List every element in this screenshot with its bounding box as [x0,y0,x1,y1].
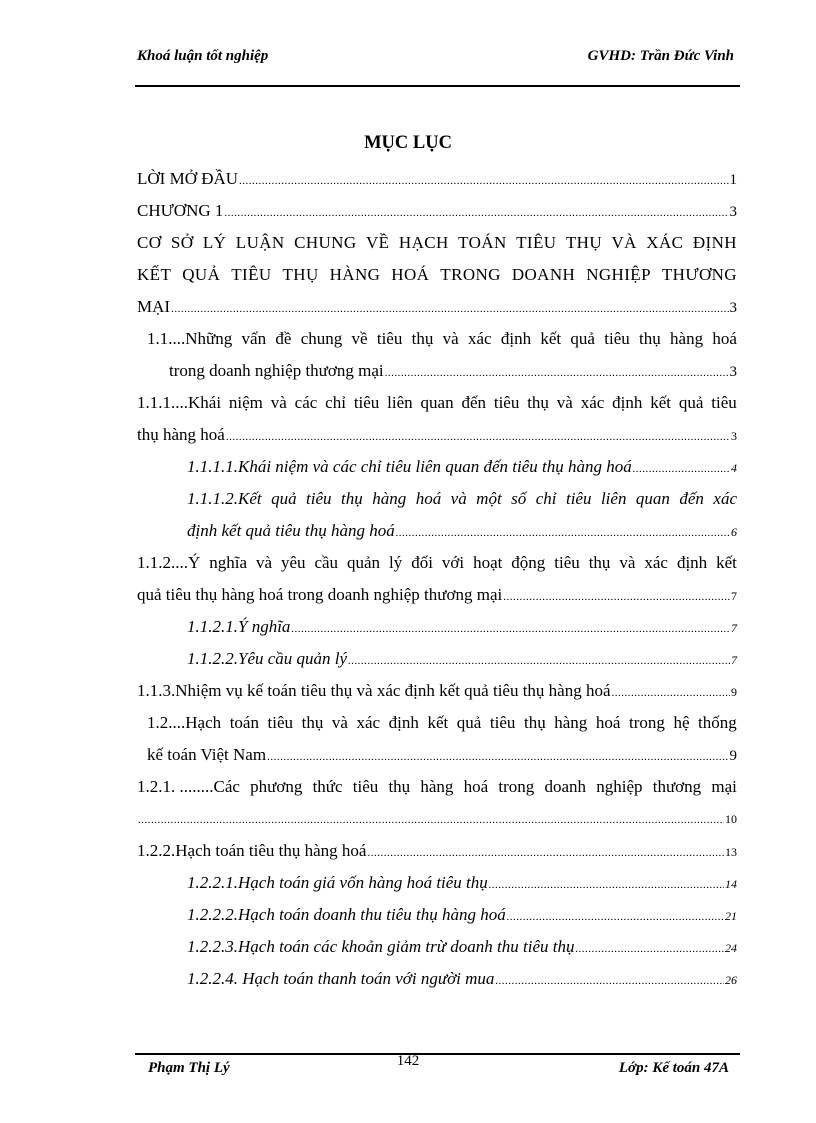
toc-word: đến [679,489,704,508]
toc-word: hàng [670,329,704,348]
toc-word: TIÊU [231,265,272,284]
toc-word: TOÁN [458,233,507,252]
toc-word: kết [540,329,562,348]
toc-word: trong [498,777,535,796]
toc-word: xác [467,329,492,348]
toc-word: 1.2....Hạch [147,713,222,732]
toc-word: tiêu [604,329,630,348]
toc-word: và [442,329,459,348]
toc-word: kết [650,393,672,412]
toc-word: tiêu [565,489,592,508]
toc-title: MỤC LỤC [364,133,452,153]
toc-word: thống [698,713,737,732]
toc-word: đối [411,553,433,572]
toc-word: toán [229,713,259,732]
toc-word: THỤ [565,233,603,252]
toc-entry-1-2-2-1[interactable]: 1.2.2.1.Hạch toán giá vốn hàng hoá tiêu thụ ..... 14 [137,867,737,899]
toc-word: kết [427,713,449,732]
toc-word: HOÁ [391,265,430,284]
toc-word: tiêu [353,393,380,412]
toc-word: quả [678,393,704,412]
toc-word: doanh [544,777,587,796]
toc-word: hoá [463,777,489,796]
toc-word: hoạt [473,553,503,572]
toc-word: 1.1....Những [147,329,233,348]
toc-entry-1-1-2[interactable]: 1.1.2....Ý nghĩa và yêu cầu quản lý đối với hoạt động tiêu thụ và xác định kết quả tiêu thụ hàng hoá trong doanh nghiệp thương mại ..... 7 [137,547,737,611]
toc-entry-1-1-2-2[interactable]: 1.1.2.2.Yêu cầu quản lý ..... 7 [137,643,737,675]
toc-word: LUẬN [235,233,285,252]
toc-word: tiêu [306,489,332,508]
toc-word: chỉ [325,393,346,412]
table-of-contents [137,163,737,995]
toc-word: QUẢ [182,265,221,284]
toc-word: chỉ [535,489,557,508]
toc-entry-1-2-2-2[interactable]: 1.2.2.2.Hạch toán doanh thu tiêu thụ hàng hoá ..... 21 [137,899,737,931]
toc-word: hoá [712,329,737,348]
toc-word: nghĩa [209,553,248,572]
toc-word: định [612,393,643,412]
toc-word: đề [275,329,292,348]
header-advisor-label: GVHD: Trần Đức Vinh [587,48,734,64]
toc-word: đến [461,393,486,412]
toc-word: quản [347,553,381,572]
toc-word: 1.1.1.2.Kết [187,489,262,508]
toc-word: định [676,553,708,572]
toc-word: quả [271,489,297,508]
toc-entry-1-2-2[interactable]: 1.2.2.Hạch toán tiêu thụ hàng hoá ..... 13 [137,835,737,867]
toc-word: định [388,713,419,732]
toc-word: XÁC [646,233,684,252]
toc-word: và [270,393,287,412]
toc-word: TRONG [440,265,501,284]
toc-word: thụ [388,777,411,796]
toc-word: và [255,553,273,572]
toc-word: VÀ [611,233,637,252]
toc-word: DOANH [511,265,576,284]
toc-word: chung [300,329,343,348]
toc-entry-co-so-ly-luan[interactable]: CƠ SỞ LÝ LUẬN CHUNG VỀ HẠCH TOÁN TIÊU THỤ VÀ XÁC ĐỊNH KẾT QUẢ TIÊU THỤ HÀNG HOÁ TRONG DOANH NGHIỆP THƯƠNG MẠI ..... 3 [137,227,737,323]
toc-word: quan [420,393,454,412]
toc-word: NGHIỆP [586,265,651,284]
toc-entry-loi-mo-dau[interactable]: LỜI MỞ ĐẦU ..... 1 [137,163,737,195]
toc-word: về [351,329,368,348]
toc-word: ĐỊNH [692,233,737,252]
toc-word: HÀNG [329,265,381,284]
toc-word: LÝ [202,233,227,252]
toc-word: và [619,553,636,572]
toc-word: nghiệp [596,777,643,796]
toc-word: THƯƠNG [661,265,737,284]
footer-author-label: Phạm Thị Lý [148,1060,230,1076]
toc-word: và [556,393,573,412]
toc-word: và [331,713,348,732]
toc-word: xác [356,713,381,732]
toc-word: phương [250,777,303,796]
toc-word: yêu [280,553,306,572]
toc-word: một [476,489,502,508]
toc-word: 1.2.1. ........Các [137,777,240,796]
toc-word: thụ [588,553,611,572]
toc-entry-chuong-1[interactable]: CHƯƠNG 1 ..... 3 [137,195,737,227]
toc-word: lý [389,553,403,572]
toc-word: các [294,393,318,412]
toc-word: với [441,553,465,572]
toc-entry-1-2-2-3[interactable]: 1.2.2.3.Hạch toán các khoản giảm trừ doanh thu tiêu thụ ..... 24 [137,931,737,963]
toc-word: thụ [301,713,324,732]
toc-word: xác [644,553,668,572]
toc-word: HẠCH [398,233,449,252]
toc-word: số [511,489,527,508]
toc-word: TIÊU [516,233,557,252]
toc-word: thụ [411,329,434,348]
toc-entry-1-2-2-4[interactable]: 1.2.2.4. Hạch toán thanh toán với người mua ..... 26 [137,963,737,995]
toc-word: tiêu [493,393,520,412]
footer-class-label: Lớp: Kế toán 47A [618,1060,729,1076]
toc-word: 1.1.2....Ý [137,553,201,572]
toc-word: tiêu [267,713,294,732]
toc-word: thụ [639,329,661,348]
toc-word: thụ [527,393,549,412]
toc-word: SỞ [170,233,194,252]
toc-word: tiêu [352,777,379,796]
toc-word: và [450,489,467,508]
toc-word: định [500,329,532,348]
toc-word: hệ [673,713,690,732]
toc-word: liên [600,489,627,508]
toc-word: xác [580,393,605,412]
toc-word: tiêu [376,329,403,348]
toc-word: trong [628,713,665,732]
toc-word: hoá [595,713,621,732]
toc-word: tiêu [489,713,516,732]
toc-entry-1-1-1-2[interactable]: 1.1.1.2.Kết quả tiêu thụ hàng hoá và một số chỉ tiêu liên quan đến xác định kết quả tiêu thụ hàng hoá ..... 6 [137,483,737,547]
toc-entry-1-1-2-1[interactable]: 1.1.2.1.Ý nghĩa ..... 7 [137,611,737,643]
toc-word: thụ [341,489,363,508]
toc-word: thức [312,777,343,796]
toc-word: xác [713,489,737,508]
toc-entry-1-2-1[interactable]: 1.2.1. ........Các phương thức tiêu thụ hàng hoá trong doanh nghiệp thương mại ..... 10 [137,771,737,835]
toc-word: 1.1.1....Khái [137,393,222,412]
toc-word: THỤ [282,265,319,284]
toc-word: quả [456,713,482,732]
toc-word: tiêu [711,393,737,412]
toc-word: CHUNG [294,233,357,252]
toc-word: tiêu [554,553,580,572]
toc-entry-1-1[interactable]: 1.1....Những vấn đề chung về tiêu thụ và xác định kết quả tiêu thụ hàng hoá trong doanh nghiệp thương mại ..... 3 [137,323,737,387]
toc-word: CƠ [137,233,162,252]
toc-word: kết [716,553,737,572]
toc-word: quan [635,489,670,508]
toc-word: thương [652,777,702,796]
toc-word: động [511,553,546,572]
toc-word: vấn [241,329,267,348]
toc-entry-1-1-3[interactable]: 1.1.3.Nhiệm vụ kế toán tiêu thụ và xác định kết quả tiêu thụ hàng hoá ..... 9 [137,675,737,707]
toc-word: VỀ [365,233,390,252]
toc-word: cầu [314,553,339,572]
toc-entry-1-1-1-1[interactable]: 1.1.1.1.Khái niệm và các chỉ tiêu liên quan đến tiêu thụ hàng hoá ..... 4 [137,451,737,483]
toc-word: hàng [372,489,407,508]
toc-word: liên [387,393,413,412]
header-thesis-label: Khoá luận tốt nghiệp [137,48,269,64]
toc-word: thụ [523,713,546,732]
toc-entry-1-1-1[interactable]: 1.1.1....Khái niệm và các chỉ tiêu liên quan đến tiêu thụ và xác định kết quả tiêu thụ hàng hoá ..... 3 [137,387,737,451]
toc-word: hàng [420,777,454,796]
toc-word: hàng [554,713,588,732]
toc-word: quả [570,329,595,348]
toc-word: hoá [415,489,442,508]
toc-word: mại [711,777,737,796]
toc-entry-1-2[interactable]: 1.2....Hạch toán tiêu thụ và xác định kết quả tiêu thụ hàng hoá trong hệ thống kế toán Việt Nam ..... 9 [137,707,737,771]
footer-page-number: 142 [396,1053,420,1069]
header-divider [135,85,740,87]
toc-word: KẾT [137,265,172,284]
toc-word: niệm [228,393,263,412]
